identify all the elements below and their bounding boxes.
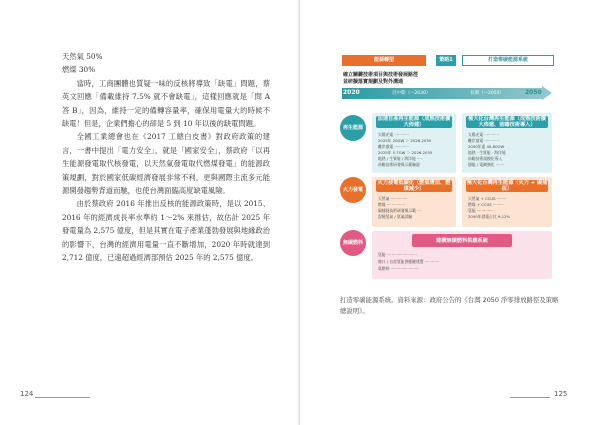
badge-renewable: 再生能源 (340, 115, 366, 141)
figure-caption: 打造零碳能源系統。資料來源：政府公告的《台灣 2050 淨零排放路徑及策略總說明》。 (340, 296, 559, 315)
card-thermal-near (372, 177, 456, 227)
card-line: 氫能 ‧‧‧‧‧‧‧‧‧‧‧‧‧‧ (468, 208, 494, 213)
energy-transition-figure (340, 55, 555, 283)
card-thermal-long (462, 177, 552, 227)
paragraph-coal: 燃煤 30% (62, 65, 96, 75)
footer-rule-right (510, 397, 550, 398)
card-line: 天然氣 + CCUS ‧‧‧‧‧‧‧‧ (468, 196, 507, 201)
paragraph-forecast: 由於蔡政府 2016 年推出反核的能源政策時，是以 2015、2016 年的經濟成長率水準約 1～2% 來推估，故估計 2025 年發電量為 2,575 億度，但是其實在電子產業蓬勃發展與地緣政治的影響下，台灣的經濟用電量一直不斷增加，2020 年時就達到 2,712 億度，已遠超過經濟部預估 2025 年的 2,575 億度。 (62, 199, 270, 263)
card-line: 前瞻技術規模化導入 (468, 156, 503, 161)
timeline-arrow-icon (542, 86, 552, 100)
page-number-left: 124 (20, 390, 34, 398)
card-renewable-long (462, 113, 552, 173)
card-line: 2050年達 40-80GW (468, 144, 505, 149)
card-line: 離岸風電 ‧‧‧‧‧‧‧‧‧‧‧‧ (468, 138, 499, 143)
badge-thermal: 火力發電 (340, 177, 366, 203)
card-title: 極大化台灣再生能源（火力 + 碳捕捉） (466, 180, 548, 192)
badge-carbon-free-fuel: 無碳燃料 (340, 230, 366, 256)
card-line: 燃煤 + CCUS ‧‧‧‧‧‧‧‧‧ (468, 202, 504, 207)
card-title: 極大化台灣再生能源（成熟技術擴大佈建、前瞻技術導入） (466, 116, 548, 128)
card-line: 前瞻技術研發與示範驗證 (378, 162, 420, 167)
paragraph-whitepaper: 全國工業總會也在《2017 工總白皮書》對政府政策的建言，一書中提出「電力安全」，就是「國家安全」，蔡政府「以再生能源發電取代核發電，以天然氣發電取代燃煤發電」的能源政策規劃，對於國家低碳經濟發展非常不利，更與國際主流多元能源開發趨勢背道而馳，也使台灣面臨高度缺電風險。 (62, 132, 270, 196)
card-renewable-near (372, 113, 456, 173)
tab-energy-transition: 能源轉型 (342, 55, 426, 66)
paragraph-shortage: 當時，工商團體也質疑一味的反核將導致「缺電」問題，蔡英文回應「備載維持 7.5% 就不會缺電」，這樣回應就是「問 A 答 B」，因為，維持一定的備轉容量率，確保用電量大的時候不缺電！但是，企業們擔心的卻是 5 到 10 年以後的缺電問題。 (62, 78, 270, 129)
figure-note-2: 並研擬落實規劃及對外溝通 (343, 79, 404, 85)
card-line: 混燒氫氣 / 氨氣試驗 (378, 214, 413, 219)
card-title: 加速自産再生能源（成熟技術擴大佈建） (377, 116, 451, 128)
figure-header (340, 55, 555, 67)
card-title: 火力發電低碳化（燃氣增加、燃煤減少） (377, 180, 451, 192)
timeline-near-term: 近中期（～2030） (392, 91, 431, 96)
card-line: 離岸風電 ‧‧‧‧‧‧‧‧‧‧‧‧ (378, 144, 409, 149)
card-carbon-free-fuel (372, 231, 552, 279)
card-line: 氨燃料 ‧‧‧‧‧‧‧‧‧‧‧‧‧‧‧‧‧‧‧‧‧‧‧‧ (378, 266, 420, 271)
card-line: 地熱 ‧ 生質能 ‧ 海洋能 (468, 150, 506, 155)
card-line: 2025年 20GW ＞ 2026-2030 (378, 138, 432, 143)
paragraph-gas: 天然氣 50% (62, 52, 103, 61)
card-line: 太陽光電 ‧‧‧‧‧‧‧‧‧‧‧‧ (378, 132, 409, 137)
timeline-start: 2020 (343, 89, 360, 96)
figure-note-1: 確立關鍵技術項目與技術發展路徑 (343, 72, 419, 78)
card-line: 太陽光電 ‧‧‧‧‧‧‧‧‧‧‧‧ (468, 132, 499, 137)
timeline-long-term: 長期（～2050） (470, 91, 504, 96)
card-title: 建構無碳燃料供應系統 (412, 234, 512, 247)
timeline-end: 2050 (525, 89, 542, 96)
card-line: 儲能 / 電網強化 ‧‧‧‧‧‧‧ (468, 162, 505, 167)
card-line: 天然氣 ‧‧‧‧‧‧‧‧‧‧‧‧‧‧ (378, 196, 408, 201)
footer-rule-left (35, 397, 90, 398)
left-body-text (62, 50, 270, 265)
card-line: 2025年 5.7GW ＞ 2026-2035 (378, 150, 433, 155)
page-number-right: 125 (554, 390, 568, 398)
right-page (300, 0, 600, 425)
card-line: 進口 / 自産氫能供應鏈建置 ‧‧‧‧‧‧‧‧‧‧‧‧ (378, 259, 440, 264)
card-line: 碳捕捉技術研發與示範 ‧‧‧ (378, 208, 421, 213)
card-line: 氫能 ‧‧‧‧‧‧‧‧‧‧‧‧‧‧‧‧‧‧‧‧‧‧‧‧‧ (378, 252, 417, 257)
card-line: 地熱 / 生質能 / 海洋能 ‧‧‧‧ (378, 156, 422, 161)
timeline-bar (342, 88, 542, 99)
card-line: 燃煤 ‧‧‧‧‧‧‧‧‧‧‧‧‧‧‧ (378, 202, 405, 207)
card-line: 2050年發電占比 9-12% (468, 214, 511, 219)
tab-strategy-number: 策略1 (436, 55, 456, 66)
tab-zero-carbon-system: 打造零碳能源系統 (462, 55, 554, 66)
